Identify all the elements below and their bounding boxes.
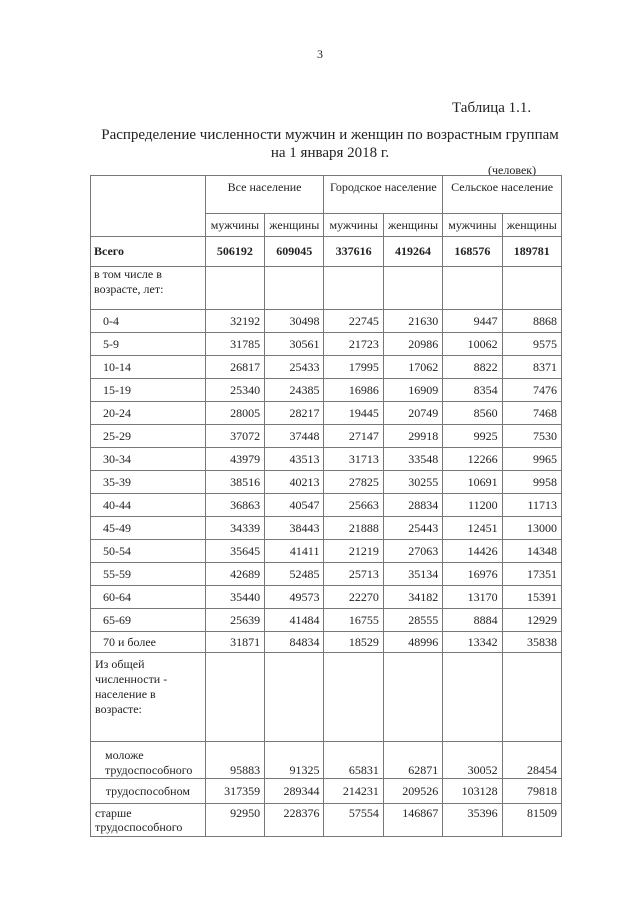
empty-cell — [383, 653, 442, 742]
row-value: 13170 — [443, 586, 502, 609]
total-value: 609045 — [265, 237, 324, 267]
row-value: 28005 — [205, 402, 264, 425]
age-rows — [91, 310, 562, 653]
row-value: 9965 — [502, 448, 561, 471]
row-label: трудоспособном — [91, 779, 206, 804]
row-value: 37448 — [265, 425, 324, 448]
row-value: 16986 — [324, 379, 383, 402]
row-label: 70 и более — [91, 632, 206, 653]
row-label: 60-64 — [91, 586, 206, 609]
row-value: 49573 — [265, 586, 324, 609]
row-value: 43513 — [265, 448, 324, 471]
empty-cell — [205, 653, 264, 742]
total-value: 337616 — [324, 237, 383, 267]
row-value: 30561 — [265, 333, 324, 356]
header-group-rural: Сельское население — [443, 176, 562, 214]
row-value: 7476 — [502, 379, 561, 402]
table-row — [91, 779, 562, 804]
header-empty-cell — [91, 176, 206, 237]
row-value: 9575 — [502, 333, 561, 356]
row-value: 20986 — [383, 333, 442, 356]
total-value: 168576 — [443, 237, 502, 267]
row-value: 35134 — [383, 563, 442, 586]
table-row — [91, 517, 562, 540]
table-row — [91, 540, 562, 563]
empty-cell — [502, 653, 561, 742]
row-value: 9958 — [502, 471, 561, 494]
row-value: 40547 — [265, 494, 324, 517]
row-value: 22745 — [324, 310, 383, 333]
row-value: 91325 — [265, 742, 324, 779]
title-line-1: Распределение численности мужчин и женщин по возрастным группам — [101, 127, 559, 143]
row-value: 13342 — [443, 632, 502, 653]
row-value: 8868 — [502, 310, 561, 333]
row-value: 12451 — [443, 517, 502, 540]
row-value: 12929 — [502, 609, 561, 632]
row-value: 43979 — [205, 448, 264, 471]
header-sub-cell: женщины — [502, 214, 561, 237]
row-label: 50-54 — [91, 540, 206, 563]
row-value: 8822 — [443, 356, 502, 379]
row-value: 95883 — [205, 742, 264, 779]
row-value: 40213 — [265, 471, 324, 494]
table-row — [91, 402, 562, 425]
row-value: 35645 — [205, 540, 264, 563]
row-label: 35-39 — [91, 471, 206, 494]
row-value: 19445 — [324, 402, 383, 425]
row-value: 27147 — [324, 425, 383, 448]
row-value: 34339 — [205, 517, 264, 540]
table-row — [91, 379, 562, 402]
row-value: 28217 — [265, 402, 324, 425]
population-table — [90, 175, 562, 837]
row-value: 36863 — [205, 494, 264, 517]
row-value: 37072 — [205, 425, 264, 448]
row-value: 41484 — [265, 609, 324, 632]
header-sub-cell: женщины — [383, 214, 442, 237]
empty-cell — [443, 653, 502, 742]
table-row — [91, 742, 562, 779]
row-value: 65831 — [324, 742, 383, 779]
row-value: 11200 — [443, 494, 502, 517]
working-age-rows — [91, 742, 562, 837]
row-value: 103128 — [443, 779, 502, 804]
row-value: 62871 — [383, 742, 442, 779]
row-value: 48996 — [383, 632, 442, 653]
row-value: 209526 — [383, 779, 442, 804]
empty-cell — [443, 267, 502, 310]
row-value: 146867 — [383, 804, 442, 837]
row-value: 92950 — [205, 804, 264, 837]
row-value: 25433 — [265, 356, 324, 379]
row-value: 81509 — [502, 804, 561, 837]
row-value: 15391 — [502, 586, 561, 609]
row-value: 30052 — [443, 742, 502, 779]
row-value: 31785 — [205, 333, 264, 356]
row-value: 317359 — [205, 779, 264, 804]
row-label: 20-24 — [91, 402, 206, 425]
row-value: 26817 — [205, 356, 264, 379]
header-group-all: Все население — [205, 176, 324, 214]
empty-cell — [502, 267, 561, 310]
empty-cell — [265, 653, 324, 742]
row-value: 21888 — [324, 517, 383, 540]
row-label: 10-14 — [91, 356, 206, 379]
table-row — [91, 632, 562, 653]
row-label: 40-44 — [91, 494, 206, 517]
row-value: 8884 — [443, 609, 502, 632]
row-value: 17995 — [324, 356, 383, 379]
empty-cell — [205, 267, 264, 310]
header-row-groups — [91, 176, 562, 214]
row-value: 16755 — [324, 609, 383, 632]
row-value: 8560 — [443, 402, 502, 425]
row-value: 57554 — [324, 804, 383, 837]
row-value: 35838 — [502, 632, 561, 653]
row-value: 52485 — [265, 563, 324, 586]
header-sub-cell: женщины — [265, 214, 324, 237]
table-label: Таблица 1.1. — [452, 100, 532, 116]
row-value: 34182 — [383, 586, 442, 609]
page-number: 3 — [317, 47, 323, 61]
table-row — [91, 494, 562, 517]
row-value: 38516 — [205, 471, 264, 494]
header-sub-cell: мужчины — [324, 214, 383, 237]
row-value: 18529 — [324, 632, 383, 653]
row-value: 38443 — [265, 517, 324, 540]
row-value: 16976 — [443, 563, 502, 586]
row-value: 41411 — [265, 540, 324, 563]
title-line-2: на 1 января 2018 г. — [270, 145, 390, 161]
row-value: 20749 — [383, 402, 442, 425]
total-label: Всего — [91, 237, 206, 267]
header-sub-cell: мужчины — [205, 214, 264, 237]
row-value: 17062 — [383, 356, 442, 379]
row-value: 29918 — [383, 425, 442, 448]
table-row — [91, 425, 562, 448]
empty-cell — [265, 267, 324, 310]
row-value: 21723 — [324, 333, 383, 356]
row-value: 25443 — [383, 517, 442, 540]
row-value: 27825 — [324, 471, 383, 494]
header-group-urban: Городское население — [324, 176, 443, 214]
row-label: старше трудоспособного — [91, 804, 206, 837]
row-value: 42689 — [205, 563, 264, 586]
row-label: 65-69 — [91, 609, 206, 632]
row-value: 9925 — [443, 425, 502, 448]
row-value: 79818 — [502, 779, 561, 804]
table-row — [91, 804, 562, 837]
working-age-intro-row — [91, 653, 562, 742]
row-value: 7468 — [502, 402, 561, 425]
row-value: 12266 — [443, 448, 502, 471]
row-value: 10691 — [443, 471, 502, 494]
empty-cell — [324, 267, 383, 310]
row-value: 8354 — [443, 379, 502, 402]
row-value: 25713 — [324, 563, 383, 586]
row-value: 8371 — [502, 356, 561, 379]
unit-label: (человек) — [488, 163, 537, 177]
row-value: 30498 — [265, 310, 324, 333]
total-value: 419264 — [383, 237, 442, 267]
row-value: 10062 — [443, 333, 502, 356]
row-value: 24385 — [265, 379, 324, 402]
table-row — [91, 563, 562, 586]
row-value: 14426 — [443, 540, 502, 563]
row-value: 31871 — [205, 632, 264, 653]
row-value: 84834 — [265, 632, 324, 653]
row-value: 28454 — [502, 742, 561, 779]
row-value: 21219 — [324, 540, 383, 563]
row-value: 28555 — [383, 609, 442, 632]
row-value: 17351 — [502, 563, 561, 586]
row-value: 33548 — [383, 448, 442, 471]
row-value: 9447 — [443, 310, 502, 333]
total-row — [91, 237, 562, 267]
row-value: 11713 — [502, 494, 561, 517]
table-row — [91, 310, 562, 333]
row-value: 289344 — [265, 779, 324, 804]
table-row — [91, 448, 562, 471]
row-value: 21630 — [383, 310, 442, 333]
header-sub-cell: мужчины — [443, 214, 502, 237]
row-value: 228376 — [265, 804, 324, 837]
row-label: 25-29 — [91, 425, 206, 448]
row-value: 25639 — [205, 609, 264, 632]
empty-cell — [324, 653, 383, 742]
table-row — [91, 586, 562, 609]
row-value: 32192 — [205, 310, 264, 333]
row-value: 30255 — [383, 471, 442, 494]
row-value: 16909 — [383, 379, 442, 402]
row-value: 27063 — [383, 540, 442, 563]
row-value: 35396 — [443, 804, 502, 837]
row-label: 15-19 — [91, 379, 206, 402]
age-intro-row — [91, 267, 562, 310]
row-label: 5-9 — [91, 333, 206, 356]
total-value: 506192 — [205, 237, 264, 267]
row-value: 25340 — [205, 379, 264, 402]
table-row — [91, 471, 562, 494]
table-row — [91, 609, 562, 632]
row-value: 14348 — [502, 540, 561, 563]
row-label: 55-59 — [91, 563, 206, 586]
row-value: 7530 — [502, 425, 561, 448]
row-label: моложе трудоспособного — [91, 742, 206, 779]
total-value: 189781 — [502, 237, 561, 267]
row-label: 45-49 — [91, 517, 206, 540]
row-value: 22270 — [324, 586, 383, 609]
row-label: 30-34 — [91, 448, 206, 471]
row-value: 35440 — [205, 586, 264, 609]
age-intro-label: в том числе в возрасте, лет: — [91, 267, 206, 310]
working-age-intro-label: Из общей численности - население в возрасте: — [91, 653, 206, 742]
table-row — [91, 356, 562, 379]
row-value: 25663 — [324, 494, 383, 517]
empty-cell — [383, 267, 442, 310]
row-value: 28834 — [383, 494, 442, 517]
table-title — [80, 126, 580, 162]
table-row — [91, 333, 562, 356]
row-value: 31713 — [324, 448, 383, 471]
row-value: 13000 — [502, 517, 561, 540]
row-label: 0-4 — [91, 310, 206, 333]
row-value: 214231 — [324, 779, 383, 804]
